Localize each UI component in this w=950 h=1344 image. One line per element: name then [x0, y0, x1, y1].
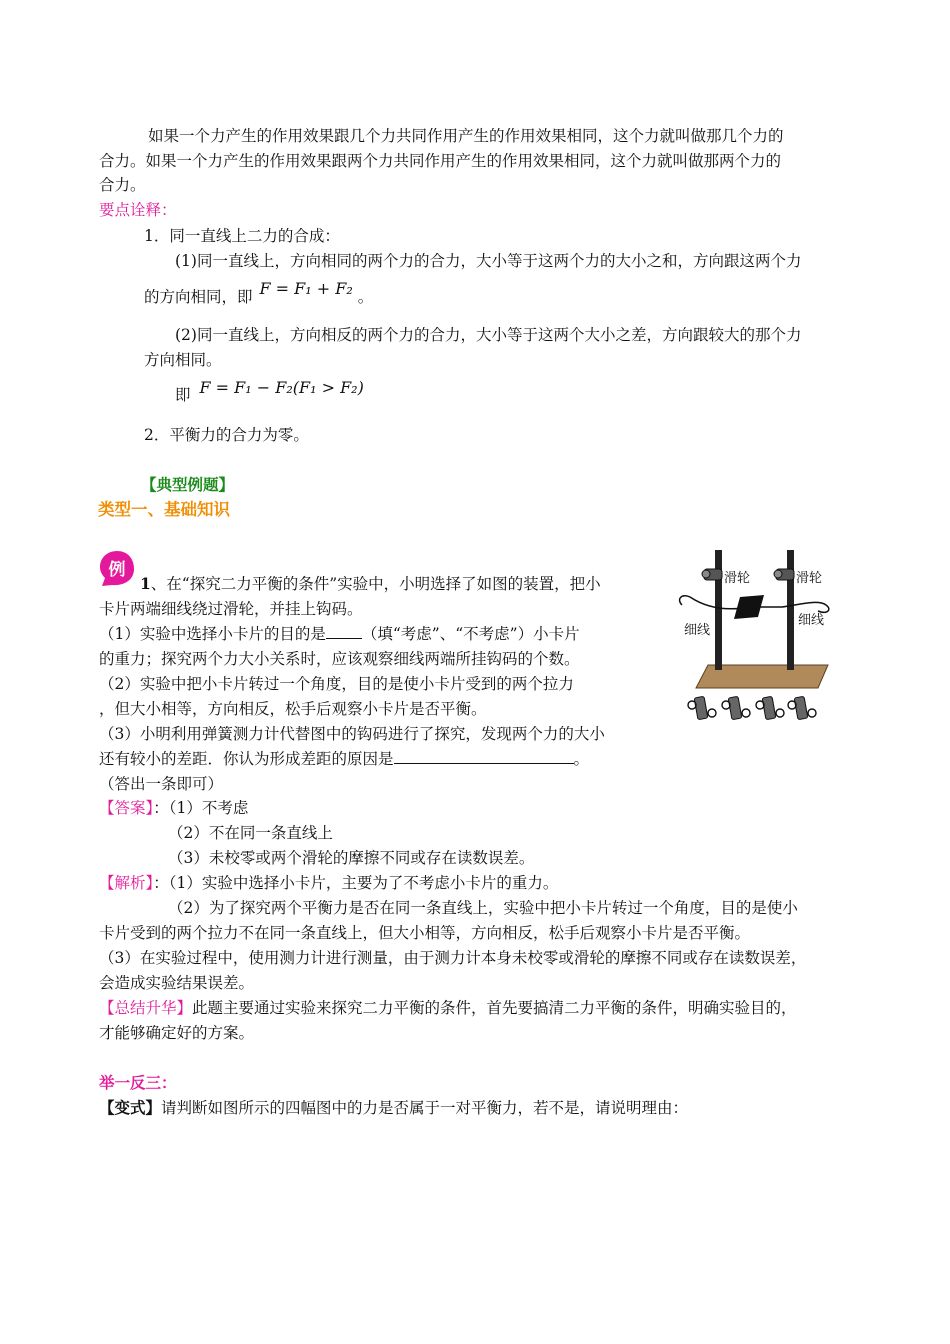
- key-point-1a-line1: (1)同一直线上，方向相同的两个力的合力，大小等于这两个力的大小之和，方向跟这两个力: [175, 252, 802, 270]
- label-pulley-right: 滑轮: [796, 571, 823, 586]
- answer-line-1: [99, 797, 248, 819]
- section-title-examples: 【典型例题】: [141, 475, 235, 494]
- variant-line: [99, 1097, 688, 1119]
- key-points-heading: 要点诠释：: [99, 201, 177, 219]
- practice-heading: 举一反三：: [99, 1073, 177, 1092]
- formula-difference: F = F₁ − F₂(F₁ > F₂): [199, 378, 364, 397]
- question-text-1: 、在“探究二力平衡的条件”实验中，小明选择了如图的装置，把小: [150, 575, 601, 593]
- intro-line-2: 合力。如果一个力产生的作用效果跟两个力共同作用产生的作用效果相同，这个力就叫做那两个力的: [99, 152, 782, 170]
- label-string-right: 细线: [798, 613, 825, 628]
- question-line-1: [140, 573, 601, 595]
- summary-text-1: 此题主要通过实验来探究二力平衡的条件，首先要搞清二力平衡的条件，明确实验目的，: [192, 999, 797, 1017]
- question-number: 1: [140, 574, 151, 593]
- question-part-3-line3: （答出一条即可）: [99, 775, 224, 793]
- variant-label: 【变式】: [99, 1098, 162, 1117]
- key-point-1a-line2: [144, 279, 374, 308]
- type-title: 类型一、基础知识: [98, 500, 230, 519]
- formula-sum: F = F₁ + F₂: [259, 279, 353, 298]
- answer-colon: ：: [153, 799, 169, 817]
- question-part-2-line2: ，但大小相等，方向相反，松手后观察小卡片是否平衡。: [99, 700, 487, 718]
- q3-answer-blank: [394, 749, 574, 764]
- summary-label: 【总结升华】: [99, 999, 193, 1017]
- label-pulley-left: 滑轮: [724, 571, 751, 586]
- q1-text-b: （填“考虑”、“不考虑”）小卡片: [361, 625, 580, 643]
- analysis-2-line2: 卡片受到的两个拉力不在同一条直线上，但大小相等，方向相反，松手后观察小卡片是否平衡。: [99, 924, 751, 942]
- question-part-1-line2: 的重力；探究两个力大小关系时，应该观察细线两端所挂钩码的个数。: [99, 650, 580, 668]
- example-badge-label: 例: [108, 560, 126, 580]
- answer-1: （1）不考虑: [168, 799, 249, 817]
- example-badge: [98, 549, 136, 587]
- intro-line-1: 如果一个力产生的作用效果跟几个力共同作用产生的作用效果相同，这个力就叫做那几个力的: [148, 127, 784, 145]
- key-point-1a-text: 的方向相同，即: [144, 288, 253, 306]
- formula-period: 。: [357, 288, 374, 306]
- question-part-3-line2: [99, 748, 589, 770]
- key-point-1b-line1: (2)同一直线上，方向相反的两个力的合力，大小等于这两个大小之差，方向跟较大的那个力: [175, 326, 802, 344]
- analysis-2-line1: （2）为了探究两个平衡力是否在同一条直线上，实验中把小卡片转过一个角度，目的是使小: [168, 899, 798, 917]
- key-point-1b-line2: 方向相同。: [144, 351, 222, 369]
- apparatus-figure: [668, 545, 840, 730]
- analysis-colon: ：: [153, 874, 169, 892]
- key-point-1b-formula-line: [175, 378, 364, 406]
- analysis-line-1: [99, 872, 558, 894]
- intro-line-3: 合力。: [99, 176, 146, 194]
- summary-line-2: 才能够确定好的方案。: [99, 1024, 255, 1042]
- answer-3: （3）未校零或两个滑轮的摩擦不同或存在读数误差。: [168, 849, 535, 867]
- answer-label: 【答案】: [99, 799, 154, 817]
- q1-text-a: （1）实验中选择小卡片的目的是: [99, 625, 326, 643]
- variant-text: 请判断如图所示的四幅图中的力是否属于一对平衡力，若不是，请说明理由：: [161, 1099, 689, 1117]
- analysis-3-line2: 会造成实验结果误差。: [99, 974, 255, 992]
- question-line-2: 卡片两端细线绕过滑轮，并挂上钩码。: [99, 600, 363, 618]
- question-part-3-line1: （3）小明利用弹簧测力计代替图中的钩码进行了探究，发现两个力的大小: [99, 725, 605, 743]
- question-part-2-line1: （2）实验中把小卡片转过一个角度，目的是使小卡片受到的两个拉力: [99, 675, 574, 693]
- summary-line-1: [99, 997, 797, 1019]
- q3-text-b: 还有较小的差距．你认为形成差距的原因是: [99, 750, 394, 768]
- ji-label: 即: [175, 386, 191, 404]
- label-string-left: 细线: [684, 623, 711, 638]
- analysis-label: 【解析】: [99, 874, 154, 892]
- q3-period: 。: [573, 750, 590, 768]
- key-point-2: 2．平衡力的合力为零。: [144, 426, 309, 444]
- analysis-3-line1: （3）在实验过程中，使用测力计进行测量，由于测力计本身未校零或滑轮的摩擦不同或存在读数误差，: [99, 949, 807, 967]
- question-part-1-line1: [99, 623, 580, 645]
- q1-answer-blank: [326, 624, 362, 639]
- answer-2: （2）不在同一条直线上: [168, 824, 333, 842]
- key-point-1: 1．同一直线上二力的合成：: [144, 227, 340, 245]
- analysis-1: （1）实验中选择小卡片，主要为了不考虑小卡片的重力。: [168, 874, 559, 892]
